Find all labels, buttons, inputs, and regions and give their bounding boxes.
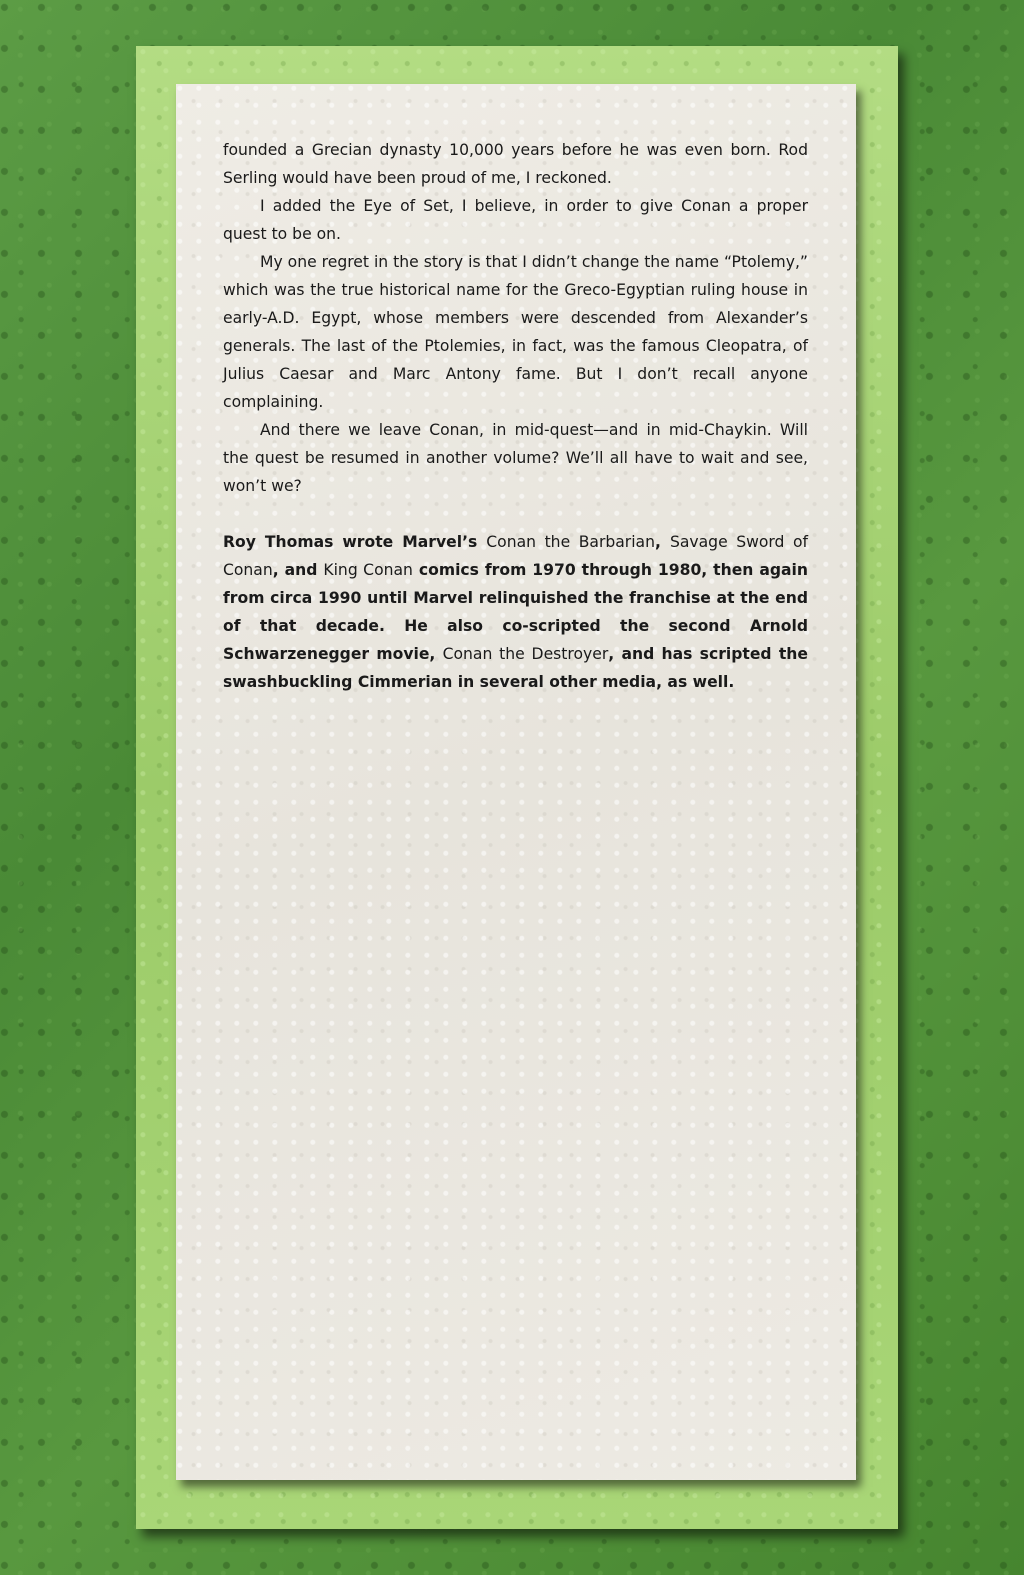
bio-title-king-conan: King Conan — [323, 561, 413, 579]
paragraph-4: And there we leave Conan, in mid-quest—and in mid-Chaykin. Will the quest be resumed in another volume? We’ll all have to wait and see, won’t we? — [223, 421, 808, 495]
paragraph-1: founded a Grecian dynasty 10,000 years before he was even born. Rod Serling would have been proud of me, I reckoned. — [223, 141, 808, 187]
bio-text-3: , and — [272, 561, 324, 579]
bio-title-savage-sword: Savage Sword of Conan — [223, 533, 808, 579]
bio-title-conan-the-destroyer: Conan the Destroyer — [442, 645, 609, 663]
bio-text-4: comics from 1970 through 1980, then again from circa 1990 until Marvel relinquished the franchise at the end of that decade. He also co-scripted the second Arnold Schwarzenegger movie, — [223, 561, 808, 663]
bio-text-1: Roy Thomas wrote Marvel’s — [223, 533, 487, 551]
bio-title-conan-the-barbarian: Conan the Barbarian — [486, 533, 655, 551]
author-bio — [223, 528, 808, 696]
article-body — [223, 136, 808, 696]
paragraph-3: My one regret in the story is that I didn’t change the name “Ptolemy,” which was the true historical name for the Greco-Egyptian ruling house in early-A.D. Egypt, whose members were descended from Alexander’s generals. The last of the Ptolemies, in fact, was the famous Cleopatra, of Julius Caesar and Marc Antony fame. But I don’t recall anyone complaining. — [223, 253, 808, 411]
bio-text-2: , — [655, 533, 670, 551]
bio-text-5: , and has scripted the swashbuckling Cimmerian in several other media, as well. — [223, 645, 808, 691]
paragraph-2: I added the Eye of Set, I believe, in order to give Conan a proper quest to be on. — [223, 197, 808, 243]
